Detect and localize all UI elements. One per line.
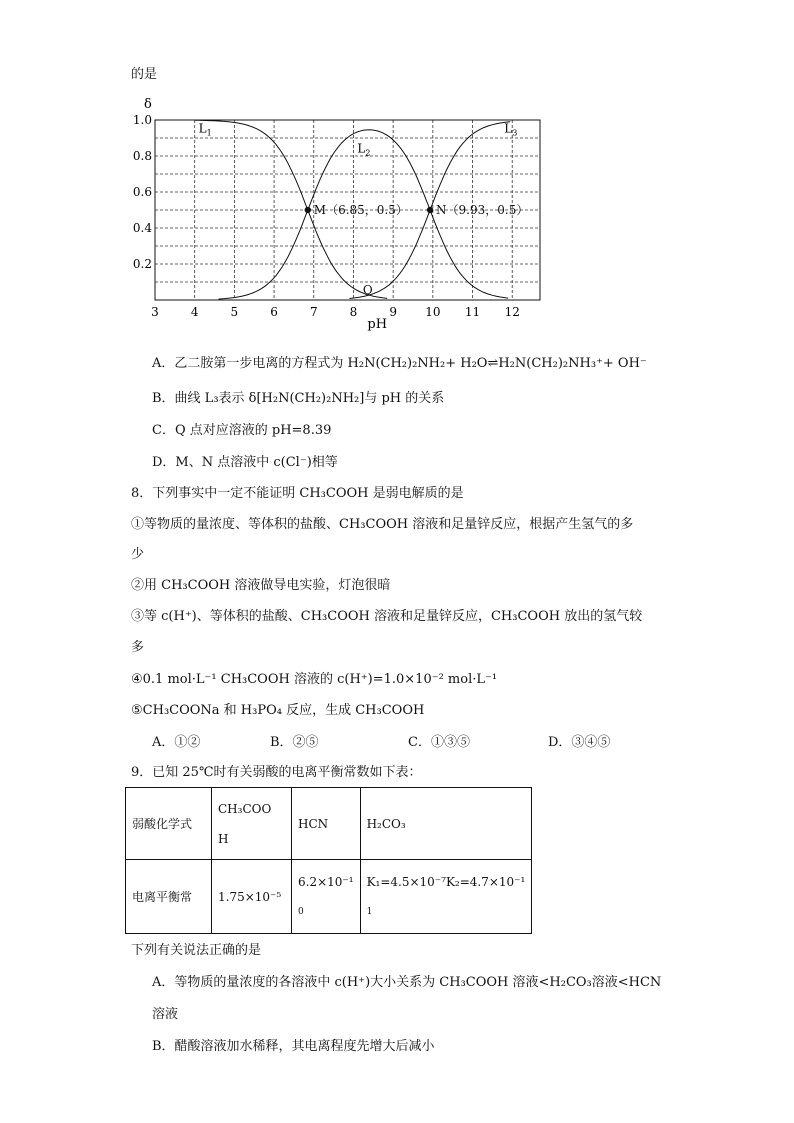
q8-statement-3-cont: 多 <box>131 640 145 655</box>
table-header-constant: 电离平衡常 <box>126 860 212 934</box>
x-tick-label: 7 <box>309 305 318 319</box>
curve-label-sub: 3 <box>512 128 518 138</box>
x-tick-label: 3 <box>151 305 159 319</box>
x-tick-label: 6 <box>270 305 278 319</box>
x-tick-label: 9 <box>389 305 397 319</box>
y-tick-label: 1.0 <box>132 113 152 127</box>
x-axis-label: pH <box>367 317 388 332</box>
y-axis-label: δ <box>144 97 152 112</box>
x-tick-label: 4 <box>190 305 199 319</box>
q8-statement-1: ①等物质的量浓度、等体积的盐酸、CH₃COOH 溶液和足量锌反应，根据产生氢气的多 <box>131 517 634 532</box>
x-tick-label: 10 <box>425 305 441 319</box>
q8-statement-5: ⑤CH₃COONa 和 H₃PO₄ 反应，生成 CH₃COOH <box>131 703 425 718</box>
table-value-h2co3: K₁=4.5×10⁻⁷K₂=4.7×10⁻¹ 1 <box>360 860 532 934</box>
q9-option-b: B．醋酸溶液加水稀释，其电离程度先增大后减小 <box>152 1039 435 1054</box>
q8-choice-b: B．②⑤ <box>270 735 319 750</box>
q9-option-a-cont: 溶液 <box>152 1007 179 1022</box>
point-N <box>427 207 433 213</box>
q8-choices <box>152 734 610 752</box>
point-label-Q: Q <box>362 283 373 297</box>
x-tick-label: 5 <box>230 305 239 319</box>
q8-statement-1-cont: 少 <box>131 547 145 562</box>
x-tick-label: 8 <box>349 305 358 319</box>
table-cell-ch3cooh: CH₃COO H <box>212 788 292 860</box>
point-label-N: N（9.93，0.5） <box>436 203 529 217</box>
q8-statement-4: ④0.1 mol·L⁻¹ CH₃COOH 溶液的 c(H⁺)=1.0×10⁻² mol·L⁻¹ <box>131 672 498 687</box>
table-cell-hcn: HCN <box>292 788 361 860</box>
y-tick-label: 0.2 <box>132 257 152 271</box>
q8-statement-2: ②用 CH₃COOH 溶液做导电实验，灯泡很暗 <box>131 578 391 593</box>
q7-option-b: B．曲线 L₃表示 δ[H₂N(CH₂)₂NH₂]与 pH 的关系 <box>152 391 445 406</box>
curve-label-L2: $L_2$ <box>357 141 371 158</box>
ionization-constant-table <box>125 787 532 934</box>
curve-label-L1: $L_1$ <box>198 121 212 138</box>
point-label-M: M（6.85，0.5） <box>313 203 408 217</box>
point-M <box>305 207 311 213</box>
q7-option-c: C．Q 点对应溶液的 pH=8.39 <box>152 423 332 438</box>
distribution-chart <box>130 92 550 332</box>
q8-statement-3: ③等 c(H⁺)、等体积的盐酸、CH₃COOH 溶液和足量锌反应，CH₃COOH 放出的氢气较 <box>131 609 643 624</box>
q9-stem: 9．已知 25℃时有关弱酸的电离平衡常数如下表： <box>131 765 422 780</box>
y-tick-label: 0.6 <box>132 185 152 199</box>
table-cell-h2co3: H₂CO₃ <box>360 788 532 860</box>
y-tick-label: 0.8 <box>132 149 152 163</box>
q7-option-a: A．乙二胺第一步电离的方程式为 H₂N(CH₂)₂NH₂+ H₂O⇌H₂N(CH₂)₂NH₃⁺+ OH⁻ <box>152 356 647 371</box>
curve-label-L3: $L_3$ <box>504 121 518 138</box>
chart-labels <box>199 122 529 297</box>
intro-text: 的是 <box>131 67 158 82</box>
q8-choice-c: C．①③⑤ <box>408 735 470 750</box>
q9-prompt: 下列有关说法正确的是 <box>131 943 262 958</box>
q7-option-d: D．M、N 点溶液中 c(Cl⁻)相等 <box>152 455 338 470</box>
y-tick-label: 0.4 <box>132 221 152 235</box>
x-tick-label: 11 <box>464 305 481 319</box>
q8-stem: 8．下列事实中一定不能证明 CH₃COOH 是弱电解质的是 <box>131 486 464 501</box>
table-value-ch3cooh: 1.75×10⁻⁵ <box>212 860 292 934</box>
q8-choice-a: A．①② <box>152 735 201 750</box>
q8-choice-d: D．③④⑤ <box>548 735 611 750</box>
curve-label-sub: 1 <box>206 128 212 138</box>
x-tick-label: 12 <box>504 305 520 319</box>
table-header-acid: 弱酸化学式 <box>126 788 212 860</box>
q9-option-a: A．等物质的量浓度的各溶液中 c(H⁺)大小关系为 CH₃COOH 溶液<H₂CO₃溶液<HCN <box>152 975 662 990</box>
curve-label-sub: 2 <box>365 148 371 158</box>
table-value-hcn: 6.2×10⁻¹ 0 <box>292 860 361 934</box>
